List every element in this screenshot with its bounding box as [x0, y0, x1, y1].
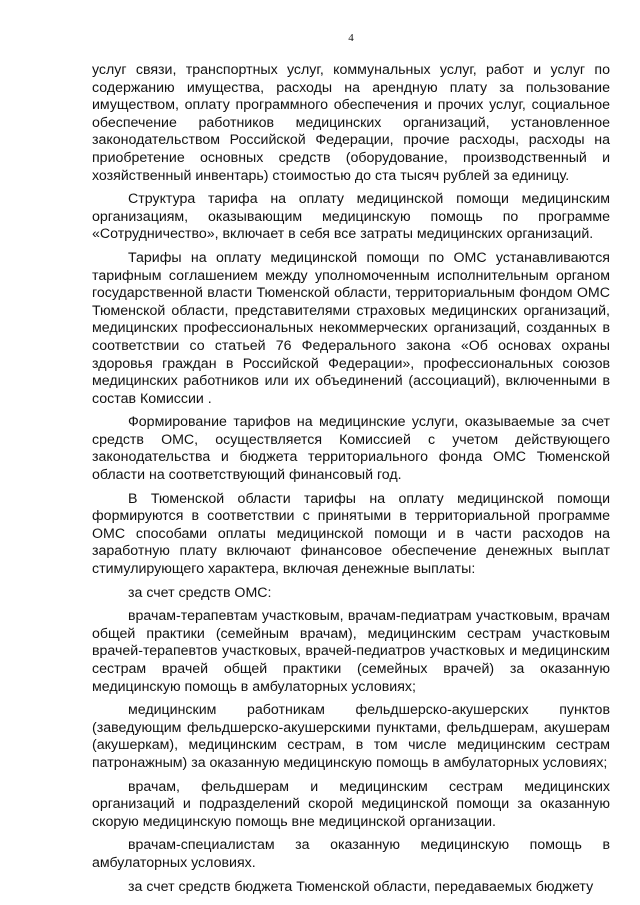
paragraph-5: В Тюменской области тарифы на оплату медицинской помощи формируются в соответствии с принятыми в территориальной программе ОМС способами оплаты медицинской помощи и в части расходов на заработную плату включают финансовое обеспечение денежных выплат стимулирующего характера, включая денежные выплаты: — [92, 490, 610, 578]
paragraph-1: услуг связи, транспортных услуг, коммунальных услуг, работ и услуг по содержанию имущества, расходы на арендную плату за пользование имуществом, оплату программного обеспечения и прочих услуг, социальное обеспечение работников медицинских организаций, установленное законодательством Российской Федерации, прочие расходы, расходы на приобретение основных средств (оборудование, производственный и хозяйственный инвентарь) стоимостью до ста тысяч рублей за единицу. — [92, 62, 610, 184]
page-number: 4 — [348, 32, 354, 44]
paragraph-6: за счет средств ОМС: — [128, 584, 272, 601]
paragraph-8: медицинским работникам фельдшерско-акушерских пунктов (заведующим фельдшерско-акушерскими пунктами, фельдшерам, акушерам (акушеркам), медицинским сестрам, в том числе медицинским сестрам патронажным) за оказанную медицинскую помощь в амбулаторных условиях; — [92, 702, 610, 771]
paragraph-11: за счет средств бюджета Тюменской области, передаваемых бюджету — [128, 878, 594, 895]
paragraph-9: врачам, фельдшерам и медицинским сестрам медицинских организаций и подразделений скорой медицинской помощи за оказанную скорую медицинскую помощь вне медицинской организации. — [92, 778, 610, 830]
paragraph-4: Формирование тарифов на медицинские услуги, оказываемые за счет средств ОМС, осуществляется Комиссией с учетом действующего законодательства и бюджета территориального фонда ОМС Тюменской области на соответствующий финансовый год. — [92, 414, 610, 484]
paragraph-3: Тарифы на оплату медицинской помощи по ОМС устанавливаются тарифным соглашением между уполномоченным исполнительным органом государственной власти Тюменской области, территориальным фондом ОМС Тюменской области, представителями страховых медицинских организаций, медицинских профессиональных некоммерческих организаций, созданных в соответствии со статьей 76 Федерального закона «Об основах охраны здоровья граждан в Российской Федерации», профессиональных союзов медицинских работников или их объединений (ассоциаций), включенными в состав Комиссии . — [92, 249, 610, 407]
paragraph-2: Структура тарифа на оплату медицинской помощи медицинским организациям, оказывающим медицинскую помощь по программе «Сотрудничество», включает в себя все затраты медицинских организаций. — [92, 191, 610, 243]
paragraph-10: врачам-специалистам за оказанную медицинскую помощь в амбулаторных условиях. — [92, 837, 610, 871]
document-body — [92, 62, 610, 896]
paragraph-7: врачам-терапевтам участковым, врачам-педиатрам участковым, врачам общей практики (семейным врачам), медицинским сестрам участковым врачей-терапевтов участковых, врачей-педиатров участковых и медицинским сестрам врачей общей практики (семейных врачей) за оказанную медицинскую помощь в амбулаторных условиях; — [92, 608, 610, 695]
